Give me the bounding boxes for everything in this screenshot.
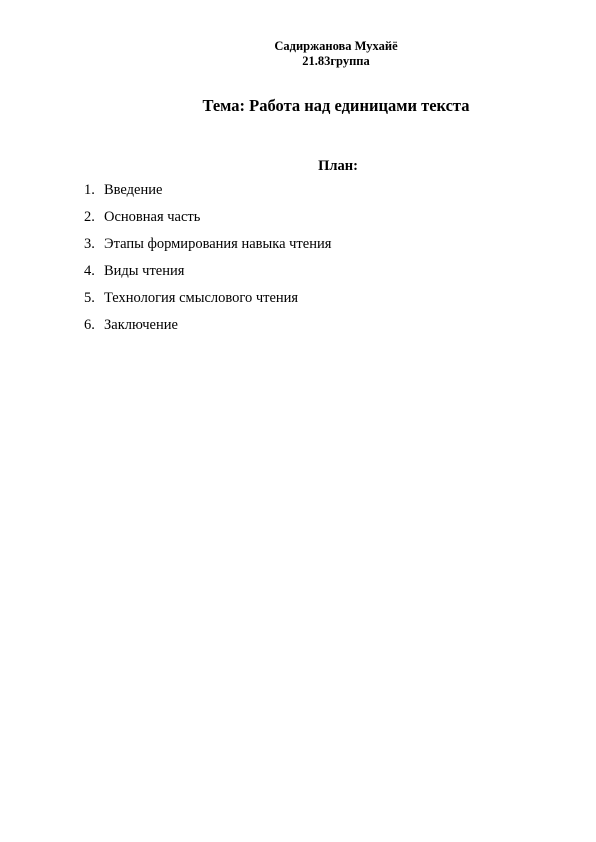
author-block [0,39,596,69]
plan-item-number: 5. [84,290,95,306]
plan-heading: План: [318,158,358,174]
author-name: Садиржанова Мухайё [274,39,398,53]
plan-item-number: 2. [84,209,95,225]
plan-list-item [84,208,331,235]
plan-item-number: 1. [84,182,95,198]
plan-item-label: Заключение [104,317,178,333]
plan-item-label: Этапы формирования навыка чтения [104,236,332,252]
plan-list-item [84,181,331,208]
author-group: 21.83группа [302,54,370,68]
plan-item-label: Технология смыслового чтения [104,290,299,306]
plan-item-label: Введение [104,182,163,198]
topic-title: Тема: Работа над единицами текста [202,96,470,115]
plan-item-number: 4. [84,263,95,279]
plan-list-item [84,316,331,343]
plan-item-number: 3. [84,236,95,252]
plan-item-label: Виды чтения [104,263,185,279]
plan-list [84,181,331,343]
plan-item-number: 6. [84,317,95,333]
plan-list-item [84,289,331,316]
plan-list-item [84,262,331,289]
plan-list-item [84,235,331,262]
plan-item-label: Основная часть [104,209,201,225]
